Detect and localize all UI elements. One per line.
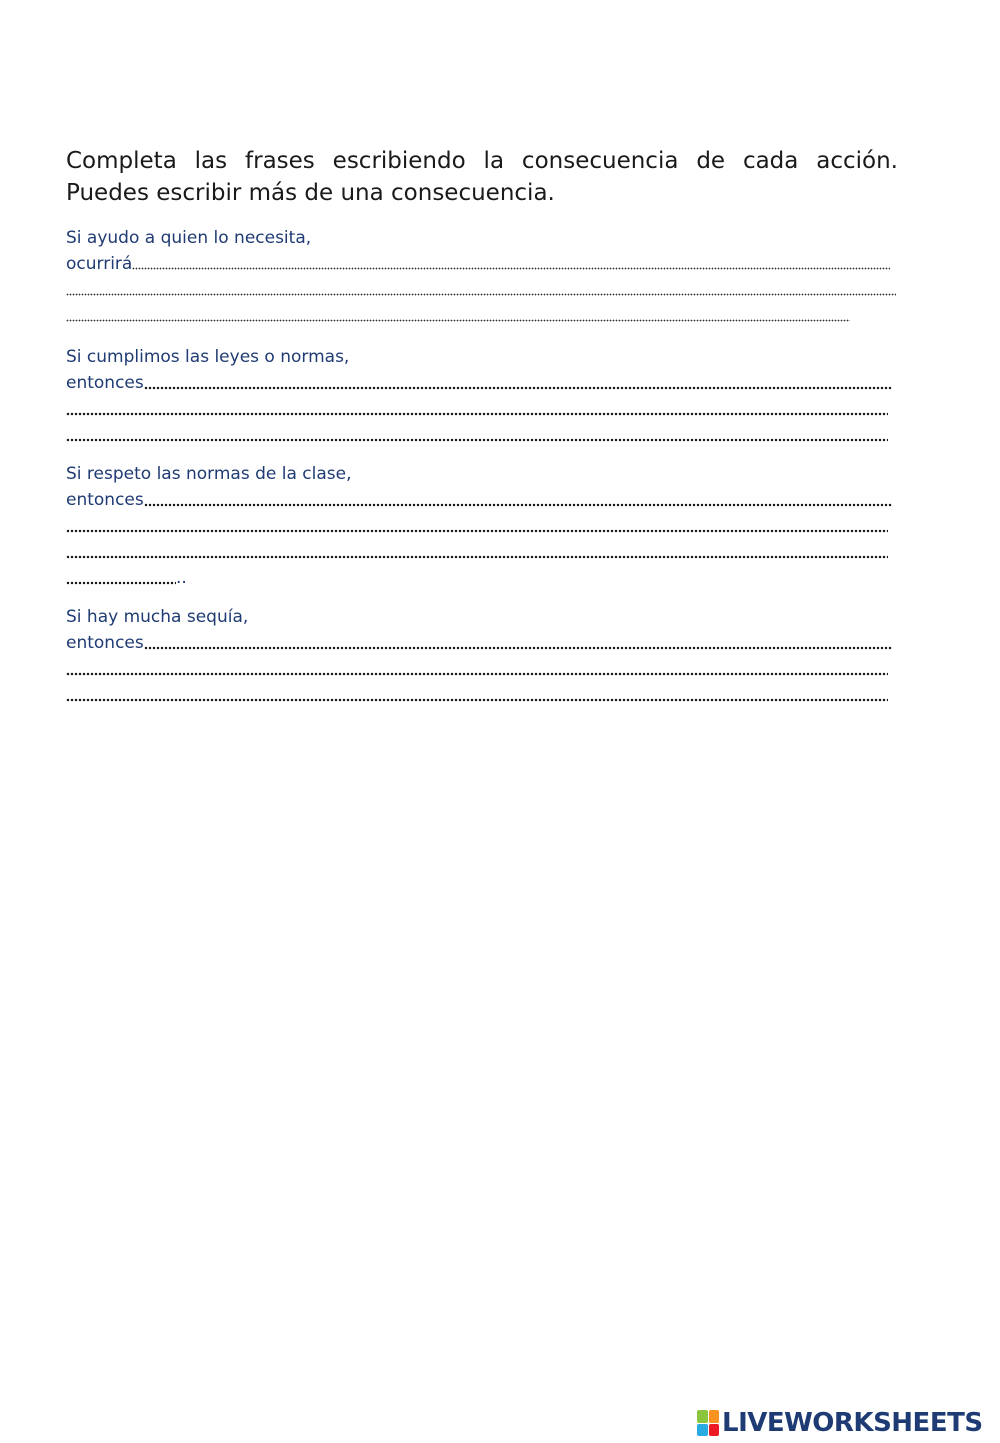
question-3-input-1[interactable]: [66, 487, 898, 513]
logo-square-3: [697, 1424, 708, 1437]
question-2-answer-line-3[interactable]: [66, 422, 898, 448]
question-1: [66, 225, 898, 329]
question-2: [66, 344, 898, 448]
logo-square-4: [709, 1424, 720, 1437]
question-2-input-2[interactable]: [66, 396, 898, 422]
question-2-answer-line-2[interactable]: [66, 396, 898, 422]
question-4-input-2[interactable]: [66, 656, 898, 682]
question-1-answer-line-2[interactable]: [66, 277, 898, 303]
question-1-prompt: Si ayudo a quien lo necesita,: [66, 228, 312, 248]
question-4: [66, 604, 898, 708]
question-3-input-3[interactable]: [66, 539, 898, 565]
question-3-answer-line-4[interactable]: [66, 565, 898, 591]
question-3-input-4[interactable]: [66, 565, 898, 591]
question-3: [66, 461, 898, 591]
question-3-prompt: Si respeto las normas de la clase,: [66, 464, 352, 484]
liveworksheets-logo[interactable]: [697, 1408, 983, 1438]
question-2-answer-line-1[interactable]: [66, 370, 898, 396]
logo-square-1: [697, 1410, 708, 1423]
question-4-answer-line-1[interactable]: [66, 630, 898, 656]
question-3-trailing-dots: ..: [176, 568, 187, 588]
logo-text: LIVEWORKSHEETS: [722, 1408, 983, 1438]
question-2-answer-label: entonces: [66, 373, 144, 393]
question-1-input-3[interactable]: [66, 303, 898, 329]
question-4-prompt: Si hay mucha sequía,: [66, 607, 249, 627]
question-2-prompt: Si cumplimos las leyes o normas,: [66, 347, 350, 367]
question-4-answer-label: entonces: [66, 633, 144, 653]
instructions-text: Completa las frases escribiendo la consecuencia de cada acción. Puedes escribir más de una consecuencia.: [66, 148, 898, 206]
question-3-answer-line-1[interactable]: [66, 487, 898, 513]
question-1-input-2[interactable]: [66, 277, 898, 303]
question-1-answer-line-1[interactable]: [66, 251, 898, 277]
question-3-answer-label: entonces: [66, 490, 144, 510]
logo-square-2: [709, 1410, 720, 1423]
liveworksheets-logo-icon: [697, 1410, 719, 1436]
question-2-input-3[interactable]: [66, 422, 898, 448]
question-3-answer-line-2[interactable]: [66, 513, 898, 539]
question-2-input-1[interactable]: [66, 370, 898, 396]
question-1-answer-line-3[interactable]: [66, 303, 898, 329]
question-1-input-1[interactable]: [66, 251, 898, 277]
question-4-answer-line-2[interactable]: [66, 656, 898, 682]
question-4-answer-line-3[interactable]: [66, 682, 898, 708]
question-3-answer-line-3[interactable]: [66, 539, 898, 565]
question-4-input-3[interactable]: [66, 682, 898, 708]
question-1-answer-label: ocurrirá: [66, 254, 133, 274]
question-3-input-2[interactable]: [66, 513, 898, 539]
question-4-input-1[interactable]: [66, 630, 898, 656]
